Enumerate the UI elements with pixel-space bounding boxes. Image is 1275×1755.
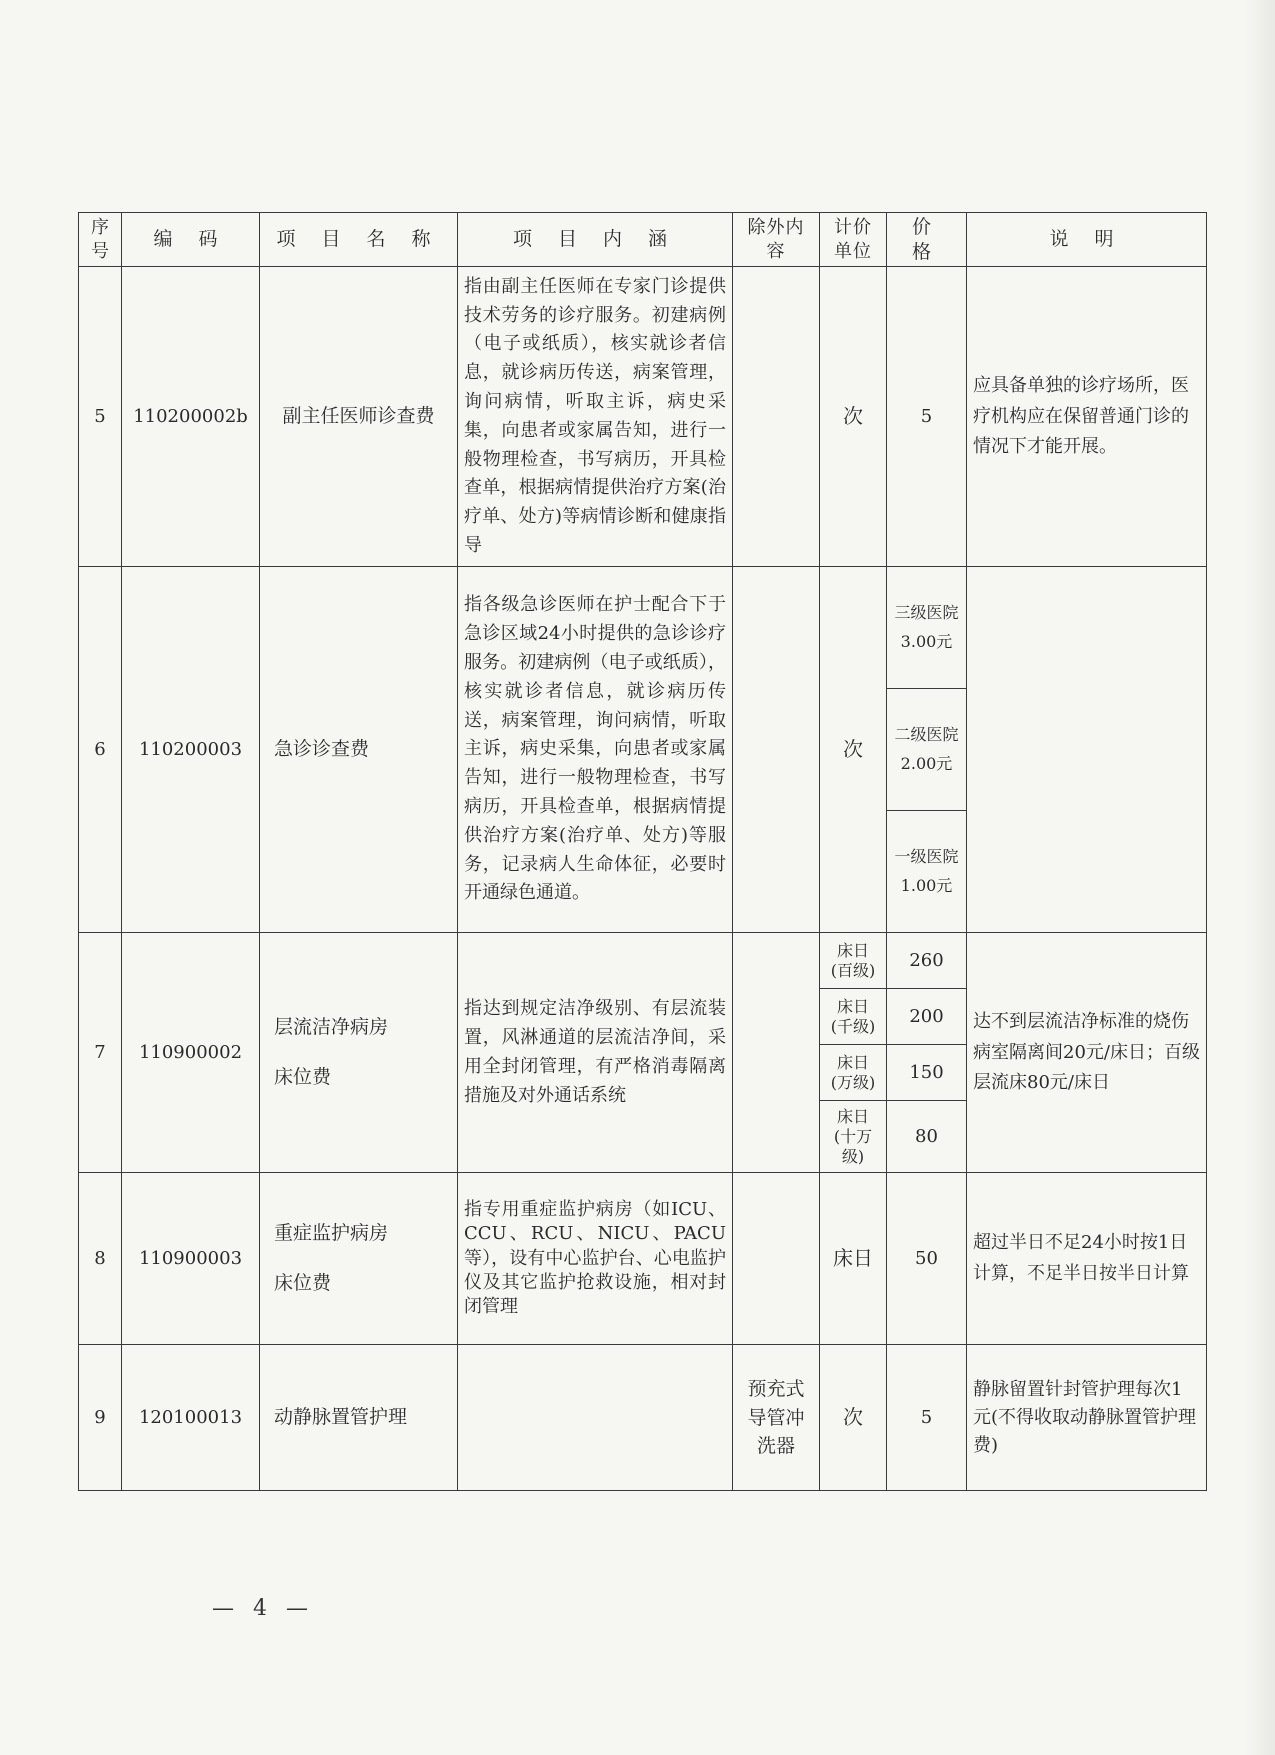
row-name: [260, 1173, 458, 1345]
row-name-line1: 层流洁净病房: [274, 1016, 389, 1039]
row-seq: 9: [79, 1345, 122, 1491]
price-tier-label: 三级医院: [894, 603, 959, 623]
row-excluded: [733, 267, 820, 567]
table-row: [79, 567, 1207, 689]
row-seq: 5: [79, 267, 122, 567]
row-price: 5: [887, 267, 967, 567]
row-content: 指专用重症监护病房（如ICU、CCU、RCU、NICU、PACU等），设有中心监护台、心电监护仪及其它监护抢救设施，相对封闭管理: [458, 1173, 733, 1345]
row-excluded: [733, 1173, 820, 1345]
row-excluded: [733, 933, 820, 1173]
table-row: [79, 1345, 1207, 1491]
page-edge-shadow: [1245, 0, 1275, 1755]
row-seq: 8: [79, 1173, 122, 1345]
price-tier-value: 1.00元: [900, 875, 953, 895]
price-tier-value: 3.00元: [900, 631, 953, 651]
header-price: 价 格: [887, 213, 967, 267]
medical-fee-table: [78, 212, 1207, 1491]
row-content: [458, 1345, 733, 1491]
price-tier-level-3: [887, 567, 967, 689]
tier-price: 80: [887, 1101, 967, 1173]
row-excluded: 预充式导管冲洗器: [733, 1345, 820, 1491]
header-unit: 计价单位: [820, 213, 887, 267]
tier-unit: 床日(十万级): [820, 1101, 887, 1173]
row-unit: 床日: [820, 1173, 887, 1345]
row-name: 副主任医师诊查费: [260, 267, 458, 567]
header-name: 项 目 名 称: [260, 213, 458, 267]
row-content: 指各级急诊医师在护士配合下于急诊区域24小时提供的急诊诊疗服务。初建病例（电子或纸质），核实就诊者信息，就诊病历传送，病案管理，询问病情，听取主诉，病史采集，向患者或家属告知，进行一般物理检查，书写病历，开具检查单，根据病情提供治疗方案(治疗单、处方)等服务，记录病人生命体征，必要时开通绿色通道。: [458, 567, 733, 933]
row-code: 110200003: [122, 567, 260, 933]
header-row: [79, 213, 1207, 267]
page-number: — 4 —: [212, 1596, 314, 1621]
header-content: 项 目 内 涵: [458, 213, 733, 267]
tier-price: 200: [887, 989, 967, 1045]
tier-price: 150: [887, 1045, 967, 1101]
header-seq: 序号: [79, 213, 122, 267]
row-seq: 7: [79, 933, 122, 1173]
row-note: [967, 567, 1207, 933]
row-content: 指由副主任医师在专家门诊提供技术劳务的诊疗服务。初建病例（电子或纸质），核实就诊者信息，就诊病历传送，病案管理，询问病情，听取主诉，病史采集，向患者或家属告知，进行一般物理检查，书写病历，开具检查单，根据病情提供治疗方案(治疗单、处方)等病情诊断和健康指导: [458, 267, 733, 567]
tier-unit: 床日(百级): [820, 933, 887, 989]
header-excluded: 除外内容: [733, 213, 820, 267]
row-code: 110900002: [122, 933, 260, 1173]
price-tier-value: 2.00元: [900, 753, 953, 773]
row-name: 动静脉置管护理: [260, 1345, 458, 1491]
row-unit: 次: [820, 567, 887, 933]
row-name-line2: 床位费: [274, 1065, 332, 1088]
row-excluded: [733, 567, 820, 933]
row-name-line1: 重症监护病房: [274, 1222, 389, 1245]
row-unit: 次: [820, 267, 887, 567]
row-code: 120100013: [122, 1345, 260, 1491]
tier-unit: 床日(千级): [820, 989, 887, 1045]
table-row: [79, 1173, 1207, 1345]
header-note: 说 明: [967, 213, 1207, 267]
row-name-line2: 床位费: [274, 1271, 332, 1294]
price-tier-level-1: [887, 811, 967, 933]
table-row: [79, 267, 1207, 567]
tier-price: 260: [887, 933, 967, 989]
row-note: 达不到层流洁净标准的烧伤病室隔离间20元/床日；百级层流床80元/床日: [967, 933, 1207, 1173]
row-note: 应具备单独的诊疗场所，医疗机构应在保留普通门诊的情况下才能开展。: [967, 267, 1207, 567]
price-tier-label: 二级医院: [894, 725, 959, 745]
row-note: 超过半日不足24小时按1日计算，不足半日按半日计算: [967, 1173, 1207, 1345]
row-note: 静脉留置针封管护理每次1元(不得收取动静脉置管护理费): [967, 1345, 1207, 1491]
row-code: 110200002b: [122, 267, 260, 567]
row-price: 5: [887, 1345, 967, 1491]
row-content: 指达到规定洁净级别、有层流装置，风淋通道的层流洁净间，采用全封闭管理，有严格消毒隔离措施及对外通话系统: [458, 933, 733, 1173]
tier-unit: 床日(万级): [820, 1045, 887, 1101]
row-price: 50: [887, 1173, 967, 1345]
table-row: [79, 933, 1207, 989]
header-code: 编 码: [122, 213, 260, 267]
row-code: 110900003: [122, 1173, 260, 1345]
row-unit: 次: [820, 1345, 887, 1491]
row-name: [260, 933, 458, 1173]
price-tier-label: 一级医院: [894, 847, 959, 867]
price-tier-level-2: [887, 689, 967, 811]
row-seq: 6: [79, 567, 122, 933]
row-name: 急诊诊查费: [260, 567, 458, 933]
